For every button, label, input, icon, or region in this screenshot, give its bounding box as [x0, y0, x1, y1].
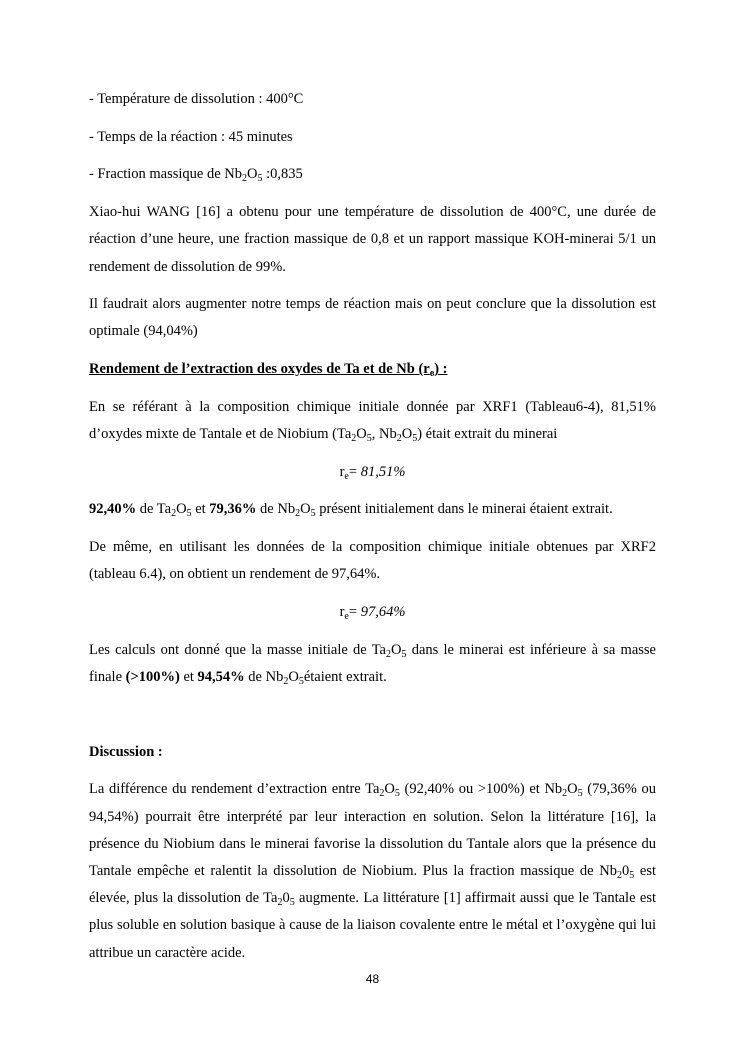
page-content — [89, 86, 656, 977]
page-number: 48 — [365, 972, 380, 986]
paragraph-wang: Xiao-hui WANG [16] a obtenu pour une température de dissolution de 400°C, une durée de réaction d’une heure, une fraction massique de 0,8 et un rapport massique KOH-minerai 5/1 un rendement de dissolution de 99%. — [89, 204, 656, 275]
formula-re-1: $r_e= 81,51\%$ — [339, 463, 406, 482]
paragraph-extraction-1: 92,40% de $Ta_2O_5$ et 79,36% de $Nb_2O_5$ présent initialement dans le minerai étaient extrait. — [89, 501, 613, 520]
bullet-mass-fraction: - Fraction massique de $Nb_2O_5$ :0,835 — [89, 166, 303, 185]
paragraph-calculations: Les calculs ont donné que la masse initiale de $Ta_2O_5$ dans le minerai est inférieure à sa masse finale (>100%) et 94,54% de $Nb_2O_5étaient$ extrait. — [89, 641, 656, 687]
paragraph-conclusion: Il faudrait alors augmenter notre temps de réaction mais on peut conclure que la dissolution est optimale (94,04%) — [89, 296, 656, 340]
bullet-time: - Temps de la réaction : 45 minutes — [89, 128, 293, 145]
heading-discussion: Discussion : — [89, 743, 163, 760]
paragraph-xrf1: En se référant à la composition chimique initiale donnée par XRF1 (Tableau6-4), 81,51% d’oxydes mixte de Tantale et de Niobium ($Ta_2O_5$, $Nb_2O_5$) était extrait du minerai — [89, 398, 656, 445]
bullet-temperature: - Température de dissolution : 400°C — [89, 91, 304, 107]
paragraph-xrf2: De même, en utilisant les données de la composition chimique initiale obtenues par XRF2 (tableau 6.4), on obtient un rendement de 97,64%. — [89, 539, 656, 583]
formula-re-2: $r_e= 97,64\%$ — [339, 604, 406, 623]
paragraph-discussion: La différence du rendement d’extraction entre $Ta_2O_5$ (92,40% ou >100%) et $Nb_2O_5$ (79,36% ou 94,54%) pourrait être interprété par leur interaction en solution. Selon la littérature [16], la présence du Niobium dans le minerai favorise la dissolution du Tantale alors que la présence du Tantale empêche et ralentit la dissolution de Niobium. Plus la fraction massique de $Nb_20_5$ est élevée, plus la dissolution de $Ta_20_5$ augmente. La littérature [1] affirmait aussi que le Tantale est plus soluble en solution basique à cause de la liaison covalente entre le métal et l’oxygène qui lui attribue un caractère acide. — [89, 781, 657, 961]
heading-rendement: Rendement de l’extraction des oxydes de Ta et de Nb $(r_e)$ : — [89, 361, 448, 380]
blank-line — [89, 702, 656, 739]
